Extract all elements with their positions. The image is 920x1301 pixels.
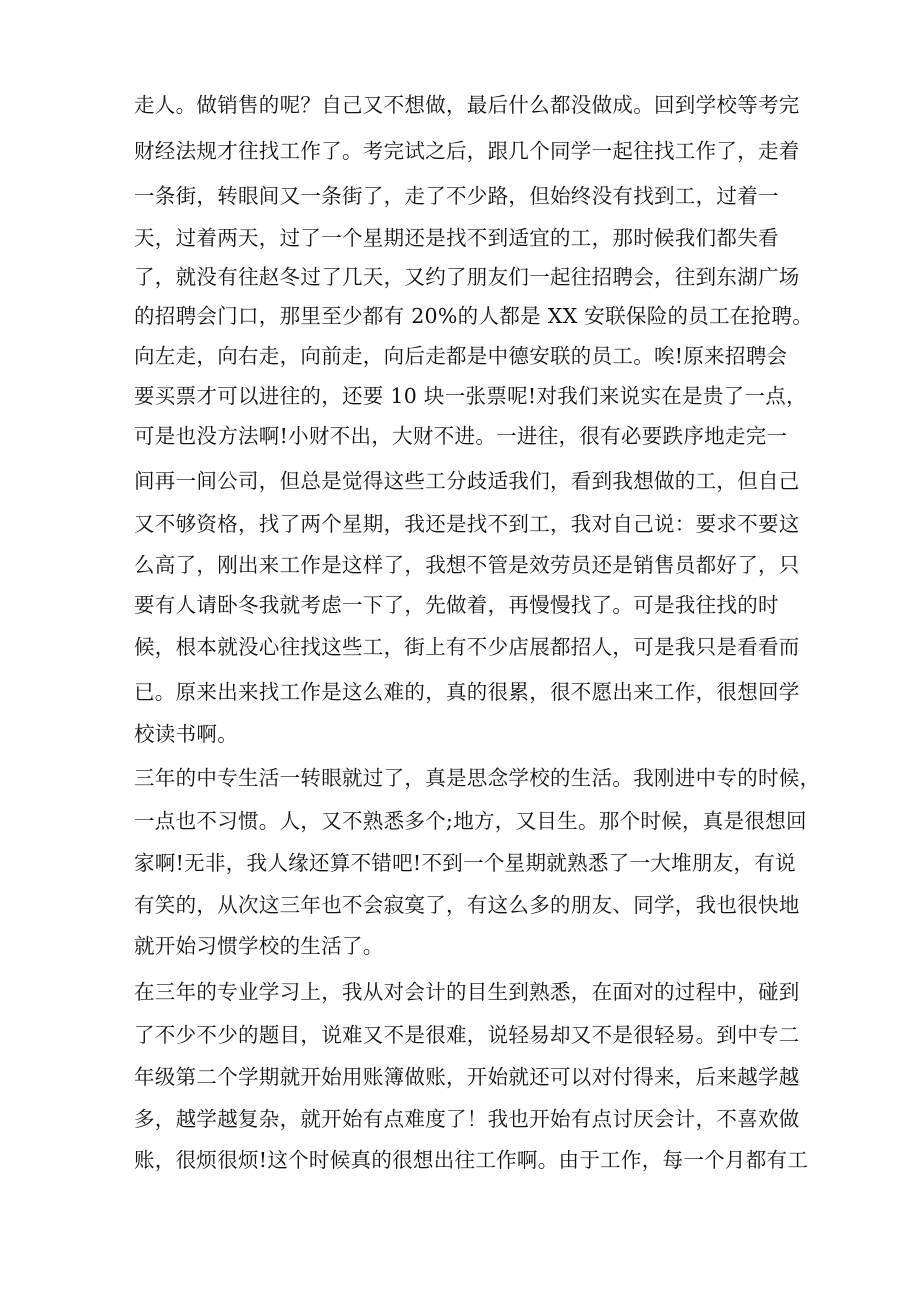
text-line: 的招聘会门口，那里至少都有 20%的人都是 XX 安联保险的员工在抢聘。 bbox=[134, 304, 814, 328]
text-line: 在三年的专业学习上，我从对会计的目生到熟悉，在面对的过程中，碰到 bbox=[134, 980, 800, 1004]
text-line: 已。原来出来找工作是这么难的，真的很累，很不愿出来工作，很想回学 bbox=[134, 680, 800, 704]
text-line: 又不够资格，找了两个星期，我还是找不到工，我对自己说：要求不要这 bbox=[134, 512, 800, 536]
text-line: 账，很烦很烦!这个时候真的很想出往工作啊。由于工作，每一个月都有工 bbox=[134, 1148, 809, 1172]
text-line: 了不少不少的题目，说难又不是很难，说轻易却又不是很轻易。到中专二 bbox=[134, 1023, 800, 1047]
text-line: 就开始习惯学校的生活了。 bbox=[134, 934, 384, 958]
text-line: 么高了，刚出来工作是这样了，我想不管是效劳员还是销售员都好了，只 bbox=[134, 553, 800, 577]
text-line: 一条街，转眼间又一条街了，走了不少路，但始终没有找到工，过着一 bbox=[134, 184, 779, 208]
text-line: 三年的中专生活一转眼就过了，真是思念学校的生活。我刚进中专的时候， bbox=[134, 766, 821, 790]
text-line: 校读书啊。 bbox=[134, 722, 238, 746]
text-line: 多，越学越复杂，就开始有点难度了！我也开始有点讨厌会计，不喜欢做 bbox=[134, 1107, 800, 1131]
text-line: 有笑的，从次这三年也不会寂寞了，有这么多的朋友、同学，我也很快地 bbox=[134, 893, 800, 917]
text-line: 走人。做销售的呢？自己又不想做，最后什么都没做成。回到学校等考完 bbox=[134, 93, 800, 117]
text-line: 一点也不习惯。人，又不熟悉多个;地方，又目生。那个时候，真是很想回 bbox=[134, 809, 807, 833]
text-line: 可是也没方法啊!小财不出，大财不进。一进往，很有必要跌序地走完一 bbox=[134, 424, 788, 448]
text-line: 天，过着两天，过了一个星期还是找不到适宜的工，那时候我们都失看 bbox=[134, 226, 779, 250]
text-line: 年级第二个学期就开始用账簿做账，开始就还可以对付得来，后来越学越 bbox=[134, 1065, 800, 1089]
text-line: 家啊!无非，我人缘还算不错吧!不到一个星期就熟悉了一大堆朋友，有说 bbox=[134, 851, 796, 875]
text-line: 要有人请卧冬我就考虑一下了，先做着，再慢慢找了。可是我往找的时 bbox=[134, 593, 779, 617]
text-line: 候，根本就没心往找这些工，街上有不少店展都招人，可是我只是看看而 bbox=[134, 635, 800, 659]
text-line: 财经法规才往找工作了。考完试之后，跟几个同学一起往找工作了，走着 bbox=[134, 139, 800, 163]
text-line: 了，就没有往赵冬过了几天，又约了朋友们一起往招聘会，往到东湖广场 bbox=[134, 265, 800, 289]
text-line: 向左走，向右走，向前走，向后走都是中德安联的员工。唉!原来招聘会 bbox=[134, 344, 788, 368]
text-line: 要买票才可以进往的，还要 10 块一张票呢!对我们来说实在是贵了一点， bbox=[134, 384, 807, 408]
text-line: 间再一间公司，但总是觉得这些工分歧适我们，看到我想做的工，但自己 bbox=[134, 469, 800, 493]
